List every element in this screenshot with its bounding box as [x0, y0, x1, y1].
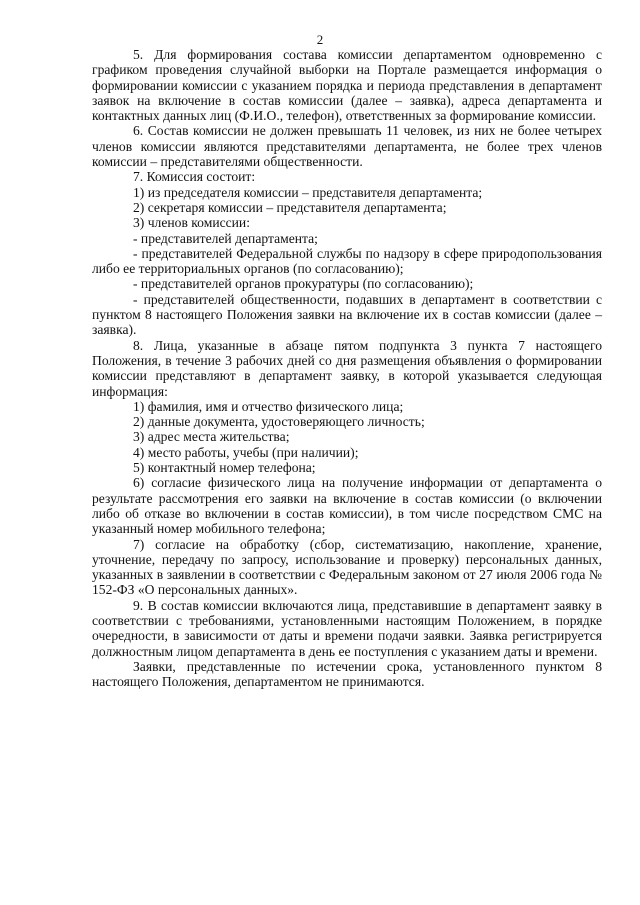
list-item: 3) членов комиссии:	[133, 215, 250, 231]
paragraph-6: 6. Состав комиссии не должен превышать 11 человек, из них не более четырех членов комиссии являются представителями департамента, не более трех членов комиссии – представителями общественности.	[92, 123, 602, 170]
list-item: 4) место работы, учебы (при наличии);	[133, 444, 359, 460]
list-item: 7) согласие на обработку (сбор, систематизацию, накопление, хранение, уточнение, передачу по запросу, использование и проверку) персональных данных, указанных в заявлении в соответствии с Федеральным законом от 27 июля 2006 года № 152-ФЗ «О персональных данных».	[92, 536, 602, 598]
dash-item: - представителей Федеральной службы по надзору в сфере природопользования либо ее территориальных органов (по согласованию);	[92, 245, 602, 277]
dash-item: - представителей общественности, подавших в департамент в соответствии с пунктом 8 настоящего Положения заявки на включение их в состав комиссии (далее – заявка).	[92, 291, 602, 338]
dash-item: - представителей органов прокуратуры (по согласованию);	[133, 276, 474, 292]
paragraph-8: 8. Лица, указанные в абзаце пятом подпункта 3 пункта 7 настоящего Положения, в течение 3 рабочих дней со дня размещения объявления о формировании комиссии представляют в департамент заявку, в которой указывается следующая информация:	[92, 337, 602, 399]
paragraph-9: 9. В состав комиссии включаются лица, представившие в департамент заявку в соответствии с требованиями, установленными настоящим Положением, в порядке очередности, в зависимости от даты и времени подачи заявки. Заявка регистрируется должностным лицом департамента в день ее поступления с указанием даты и времени.	[92, 597, 602, 659]
list-item: 1) фамилия, имя и отчество физического лица;	[133, 398, 404, 414]
list-item: 1) из председателя комиссии – представителя департамента;	[133, 184, 483, 200]
list-item: 2) данные документа, удостоверяющего личность;	[133, 414, 425, 430]
page-number: 2	[316, 32, 324, 47]
closing-paragraph: Заявки, представленные по истечении срока, установленного пунктом 8 настоящего Положения, департаментом не принимаются.	[92, 658, 602, 690]
paragraph-5: 5. Для формирования состава комиссии департаментом одновременно с графиком проведения случайной выборки на Портале размещается информация о формировании комиссии с указанием порядка и периода представления в департамент заявок на включение в состав комиссии (далее – заявка), адреса департамента и контактных данных лиц (Ф.И.О., телефон), ответственных за формирование комиссии.	[92, 47, 602, 124]
list-item: 6) согласие физического лица на получение информации от департамента о результате рассмотрения его заявки на включение в состав комиссии (о включении либо об отказе во включении в состав комиссии), в том числе посредством СМС на указанный номер мобильного телефона;	[92, 475, 602, 537]
list-item: 5) контактный номер телефона;	[133, 460, 316, 476]
document-body	[92, 47, 602, 689]
dash-item: - представителей департамента;	[133, 230, 318, 246]
list-item: 2) секретаря комиссии – представителя департамента;	[133, 199, 447, 215]
list-item: 3) адрес места жительства;	[133, 429, 290, 445]
paragraph-7: 7. Комиссия состоит:	[133, 169, 256, 185]
